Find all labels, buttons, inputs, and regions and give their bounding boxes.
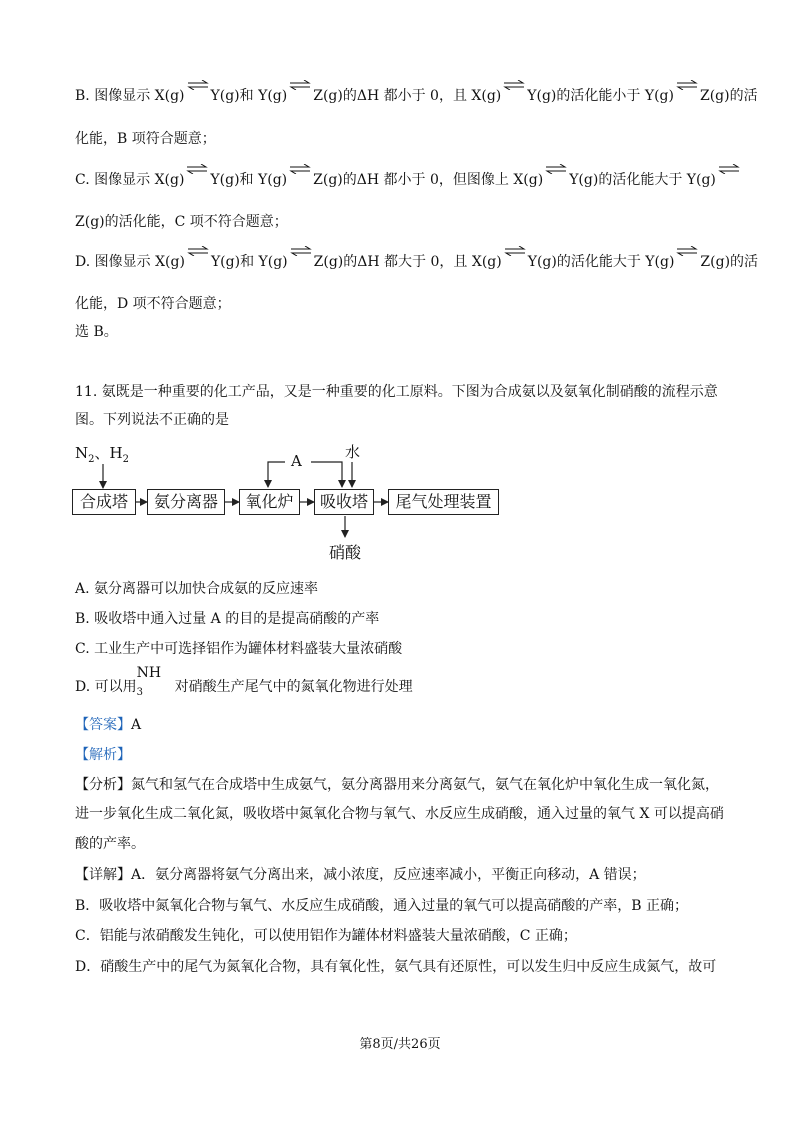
detail-line4: D．硝酸生产中的尾气为氮氧化合物，具有氧化性，氨气具有还原性，可以发生归中反应生成氮气，故可 bbox=[75, 959, 717, 975]
option-b-line1: B. 图像显示 X(g) Y(g)和 Y(g) Z(g)的ΔH 都小于 0，且 X(g) Y(g)的活化能小于 Y(g) Z(g)的活 bbox=[75, 86, 758, 106]
equilibrium-arrow-icon bbox=[674, 255, 700, 269]
equilibrium-arrow-icon bbox=[716, 173, 742, 187]
box-synthesis-tower: 合成塔 bbox=[72, 489, 136, 515]
analysis-line1: 【分析】氮气和氢气在合成塔中生成氨气，氨分离器用来分离氨气，氨气在氧化炉中氧化生成一氧化氮， bbox=[75, 777, 719, 793]
option-d-line2: 化能，D 项不符合题意； bbox=[75, 296, 231, 312]
input-label: $N_2$、$H_2$ bbox=[75, 444, 129, 465]
question-line1: 11. 氨既是一种重要的化工产品，又是一种重要的化工原料。下图为合成氨以及氨氧化制硝酸的流程示意 bbox=[75, 384, 718, 400]
detail-line1: 【详解】A．氨分离器将氨气分离出来，减小浓度，反应速率减小，平衡正向移动，A 错误； bbox=[75, 867, 646, 883]
equilibrium-arrow-icon bbox=[185, 89, 211, 103]
option-a: A. 氨分离器可以加快合成氨的反应速率 bbox=[75, 581, 319, 597]
box-oxidation-furnace: 氧化炉 bbox=[239, 489, 300, 515]
question-line2: 图。下列说法不正确的是 bbox=[75, 412, 229, 428]
detail-line3: C．铝能与浓硝酸发生钝化，可以使用铝作为罐体材料盛装大量浓硝酸，C 正确； bbox=[75, 928, 577, 944]
option-b: B. 吸收塔中通入过量 A 的目的是提高硝酸的产率 bbox=[75, 611, 380, 627]
option-b-line2: 化能，B 项符合题意； bbox=[75, 131, 216, 147]
analysis-label: 【解析】 bbox=[75, 747, 131, 763]
equilibrium-arrow-icon bbox=[501, 89, 527, 103]
a-to-absorber bbox=[311, 462, 342, 487]
answer-value: A bbox=[131, 717, 142, 733]
box-ammonia-separator: 氨分离器 bbox=[147, 489, 225, 515]
label-product: 硝酸 bbox=[329, 543, 362, 562]
box-absorption-tower: 吸收塔 bbox=[314, 489, 374, 515]
equilibrium-arrow-icon bbox=[543, 173, 569, 187]
analysis-line2: 进一步氧化生成二氧化氮，吸收塔中氮氧化合物与氧气、水反应生成硝酸，通入过量的氧气 X 可以提高硝 bbox=[75, 806, 724, 822]
analysis-line3: 酸的产率。 bbox=[75, 836, 145, 852]
equilibrium-arrow-icon bbox=[288, 255, 314, 269]
equilibrium-arrow-icon bbox=[185, 255, 211, 269]
flow-diagram bbox=[70, 440, 510, 565]
equilibrium-arrow-icon bbox=[184, 173, 210, 187]
option-d-line1: D. 图像显示 X(g) Y(g)和 Y(g) Z(g)的ΔH 都大于 0，且 X(g) Y(g)的活化能大于 Y(g) Z(g)的活 bbox=[75, 252, 758, 272]
equilibrium-arrow-icon bbox=[287, 173, 313, 187]
equilibrium-arrow-icon bbox=[287, 89, 313, 103]
choose-line: 选 B。 bbox=[75, 324, 118, 340]
option-c-line1: C. 图像显示 X(g) Y(g)和 Y(g) Z(g)的ΔH 都小于 0，但图像上 X(g) Y(g)的活化能大于 Y(g) bbox=[75, 170, 742, 190]
equilibrium-arrow-icon bbox=[674, 89, 700, 103]
page-footer: 第8页/共26页 bbox=[359, 1037, 441, 1052]
box-tail-gas-treatment: 尾气处理装置 bbox=[388, 489, 499, 515]
option-c: C. 工业生产中可选择铝作为罐体材料盛装大量浓硝酸 bbox=[75, 641, 403, 657]
option-c-line2: Z(g)的活化能，C 项不符合题意； bbox=[75, 214, 288, 230]
detail-line2: B．吸收塔中氮氧化合物与氧气、水反应生成硝酸，通入过量的氧气可以提高硝酸的产率，B 正确； bbox=[75, 898, 689, 914]
a-to-oxidizer bbox=[268, 462, 285, 487]
option-d: D. 可以用 NH $_3$ 对硝酸生产尾气中的氮氧化物进行处理 bbox=[75, 665, 413, 698]
answer-label: 【答案】 bbox=[75, 717, 131, 733]
answer-line bbox=[75, 715, 141, 735]
label-water: 水 bbox=[345, 443, 361, 461]
equilibrium-arrow-icon bbox=[502, 255, 528, 269]
label-a: A bbox=[291, 452, 302, 470]
